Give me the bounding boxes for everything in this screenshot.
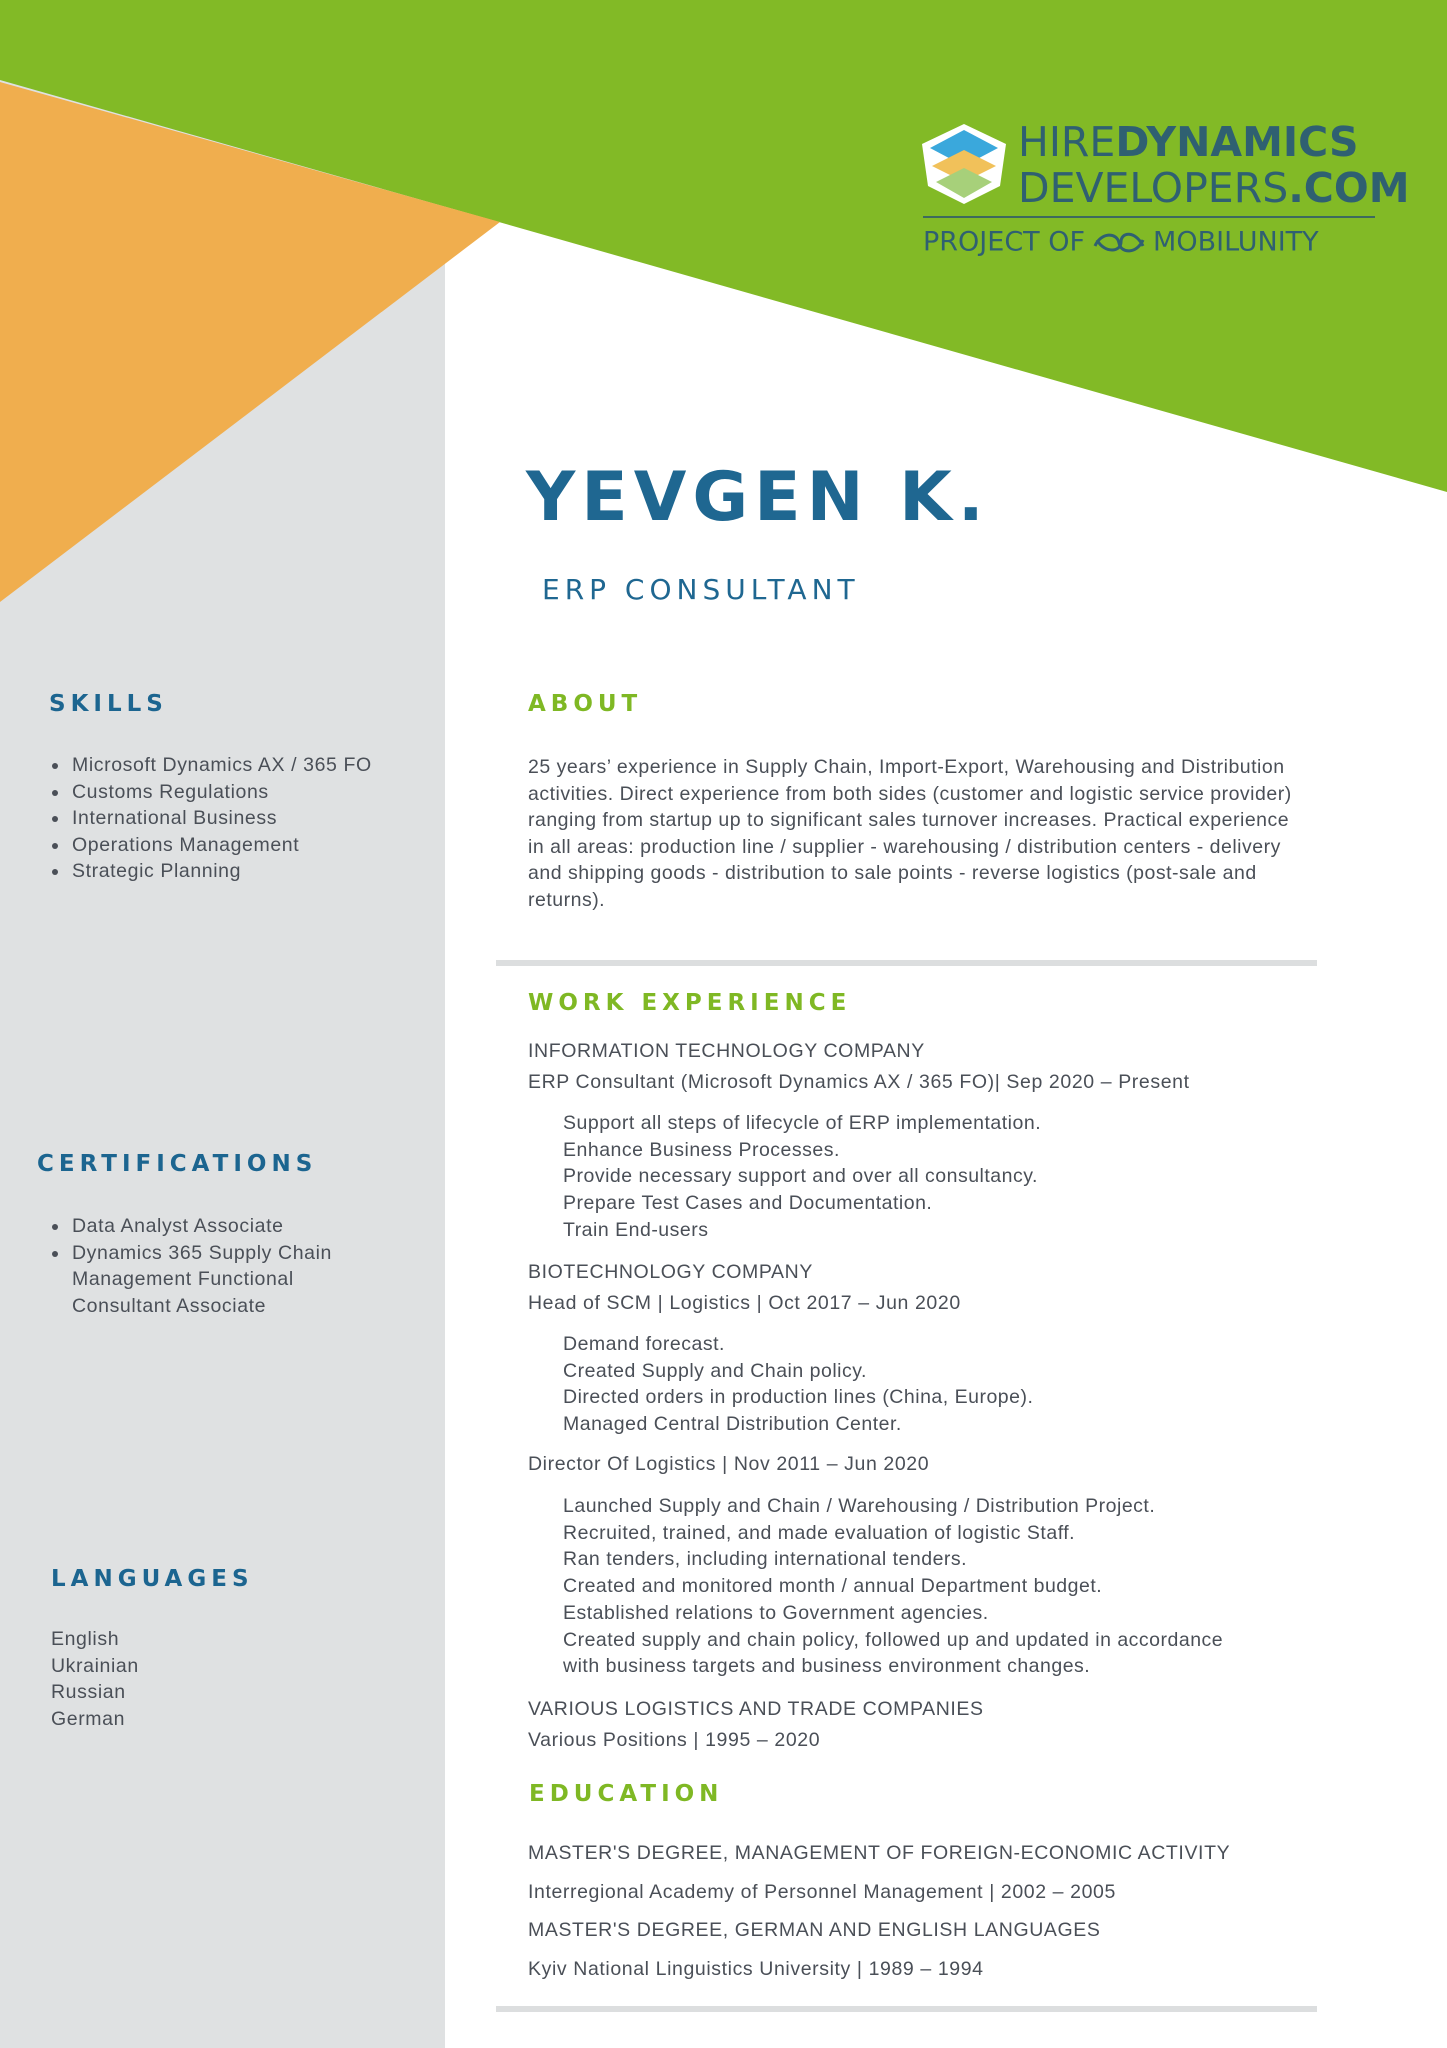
certification-item: • Data Analyst Associate [70, 1213, 370, 1240]
company-name: VARIOUS LOGISTICS AND TRADE COMPANIES [528, 1698, 984, 1720]
degree-title: MASTER'S DEGREE, GERMAN AND ENGLISH LANGUAGES [528, 1919, 1101, 1941]
logo-tagline: PROJECT OF MOBILUNITY [923, 226, 1319, 258]
company-name: INFORMATION TECHNOLOGY COMPANY [528, 1040, 925, 1062]
school-name: Interregional Academy of Personnel Management | 2002 – 2005 [528, 1881, 1116, 1903]
job-duties [563, 1110, 1041, 1244]
languages-heading: LANGUAGES [51, 1566, 254, 1592]
skills-list [48, 752, 450, 885]
duty-item: Ran tenders, including international tenders. [563, 1548, 968, 1571]
language-item: Ukrainian [51, 1654, 139, 1677]
school-name: Kyiv National Linguistics University | 1989 – 1994 [528, 1958, 984, 1980]
duty-item: Prepare Test Cases and Documentation. [563, 1192, 933, 1215]
language-item: English [51, 1628, 120, 1650]
skills-heading: SKILLS [49, 691, 168, 717]
section-divider [496, 2006, 1317, 2012]
candidate-role: ERP CONSULTANT [542, 573, 860, 606]
company-name: BIOTECHNOLOGY COMPANY [528, 1261, 813, 1283]
duty-item: Established relations to Government agencies. [563, 1601, 989, 1624]
education-heading: EDUCATION [529, 1781, 724, 1807]
job-title: Head of SCM | Logistics | Oct 2017 – Jun 2020 [528, 1292, 961, 1314]
duty-item: Created Supply and Chain policy. [563, 1359, 867, 1382]
duty-item: Recruited, trained, and made evaluation of logistic Staff. [563, 1521, 1076, 1544]
work-experience-heading: WORK EXPERIENCE [528, 990, 852, 1016]
job-duties [563, 1331, 1033, 1438]
job-title: ERP Consultant (Microsoft Dynamics AX / 365 FO)| Sep 2020 – Present [528, 1071, 1190, 1093]
skill-item: • Customs Regulations [70, 779, 450, 806]
certifications-list [48, 1213, 370, 1319]
job-title: Various Positions | 1995 – 2020 [528, 1729, 821, 1751]
job-duties [563, 1493, 1223, 1680]
duty-item: Managed Central Distribution Center. [563, 1413, 902, 1436]
duty-item: Created and monitored month / annual Department budget. [563, 1575, 1103, 1598]
about-heading: ABOUT [528, 691, 643, 717]
certification-item: • Dynamics 365 Supply Chain Management Functional Consultant Associate [70, 1240, 370, 1320]
skill-item: • Strategic Planning [70, 858, 450, 885]
duty-item: Created supply and chain policy, followed up and updated in accordance [563, 1628, 1224, 1651]
logo-line-1: HIREDYNAMICS [1018, 118, 1359, 166]
skill-item: • Operations Management [70, 832, 450, 859]
duty-item: Launched Supply and Chain / Warehousing / Distribution Project. [563, 1495, 1156, 1517]
duty-item: Directed orders in production lines (China, Europe). [563, 1386, 1034, 1409]
languages-list [51, 1626, 139, 1732]
job-title: Director Of Logistics | Nov 2011 – Jun 2020 [528, 1453, 930, 1475]
language-item: German [51, 1707, 126, 1730]
mobilunity-swirl-icon [1091, 228, 1147, 258]
duty-item: Demand forecast. [563, 1333, 725, 1355]
skill-item: • International Business [70, 805, 450, 832]
duty-item: Enhance Business Processes. [563, 1138, 840, 1161]
duty-item: Train End-users [563, 1218, 709, 1241]
logo-divider [923, 216, 1375, 218]
logo-diamond-icon [918, 122, 1010, 206]
about-text: 25 years’ experience in Supply Chain, Import-Export, Warehousing and Distribution activities. Direct experience from both sides (customer and logistic service provider) ranging from startup up to significant sales turnover increases. Practical experience in all areas: production line / supplier - warehousing / distribution centers - delivery and shipping goods - distribution to sale points - reverse logistics (post-sale and returns). [528, 756, 1292, 911]
degree-title: MASTER'S DEGREE, MANAGEMENT OF FOREIGN-ECONOMIC ACTIVITY [528, 1842, 1231, 1864]
skill-item: • Microsoft Dynamics AX / 365 FO [70, 752, 450, 779]
company-logo [918, 118, 1410, 270]
certifications-heading: CERTIFICATIONS [37, 1151, 318, 1177]
duty-item: with business targets and business environment changes. [563, 1655, 1091, 1678]
duty-item: Provide necessary support and over all consultancy. [563, 1165, 1038, 1188]
duty-item: Support all steps of lifecycle of ERP implementation. [563, 1112, 1042, 1134]
logo-line-2: DEVELOPERS.COM [1018, 164, 1410, 212]
candidate-name: YEVGEN K. [526, 458, 990, 537]
section-divider [496, 960, 1317, 966]
language-item: Russian [51, 1681, 126, 1703]
